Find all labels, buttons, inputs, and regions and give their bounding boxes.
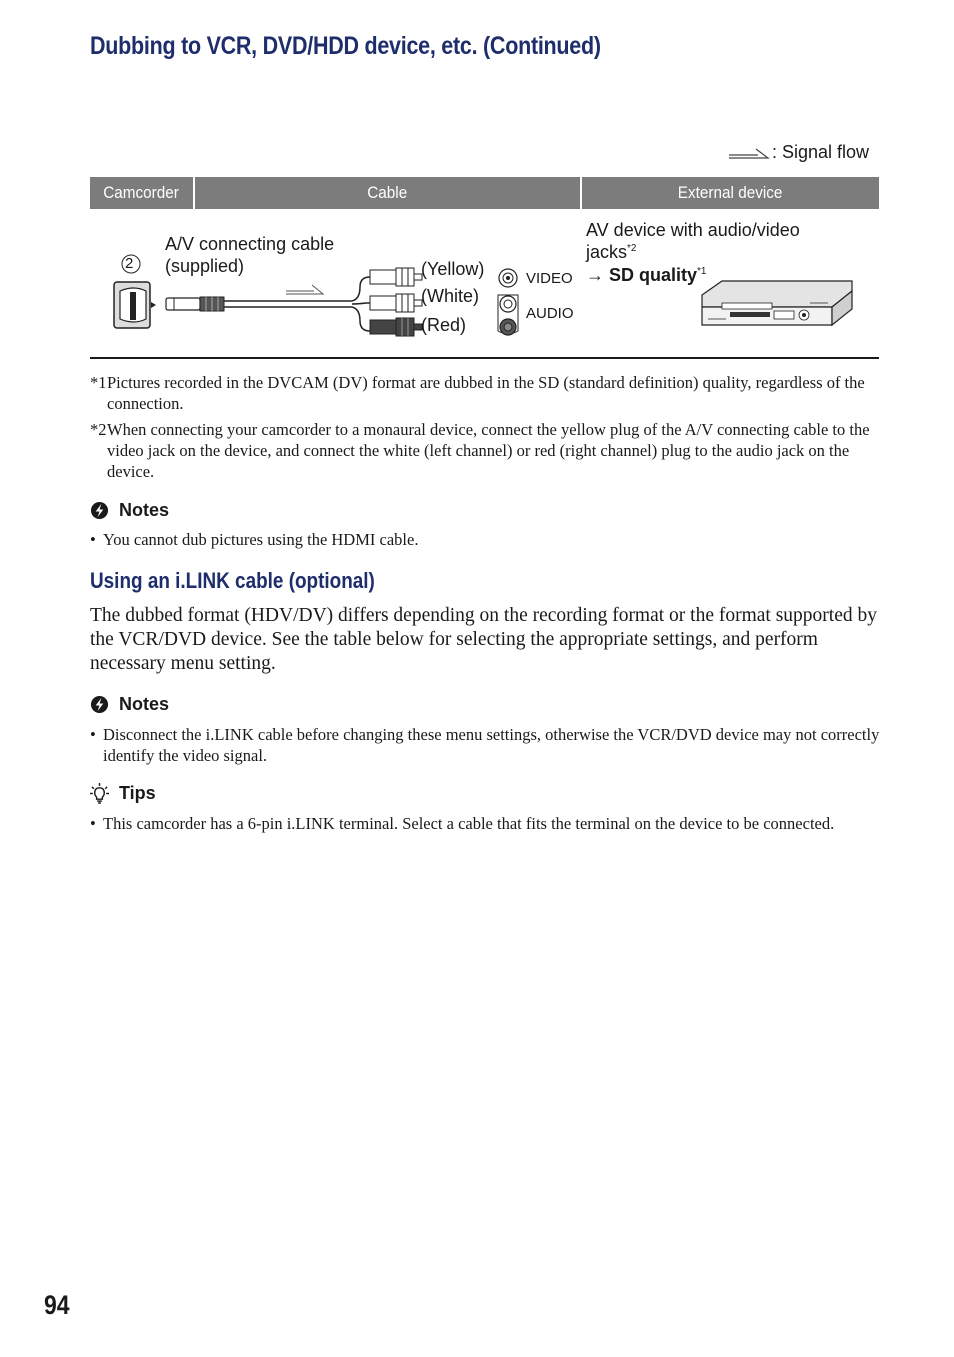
- audio-jack-label: AUDIO: [526, 305, 574, 322]
- video-jack-icon: [499, 269, 517, 287]
- section-title: Using an i.LINK cable (optional): [90, 568, 375, 593]
- sd-quality-label: → SD quality$^{*1}$: [586, 265, 707, 285]
- footnote-2: *2 When connecting your camcorder to a monaural device, connect the yellow plug of the A/V connecting cable to the video jack on the device, and connect the white (left channel) or red (right channel) plug to the audio jack on the device.: [90, 420, 870, 481]
- signal-flow-label: : Signal flow: [772, 142, 870, 162]
- notes-heading-1: Notes: [90, 500, 169, 521]
- av-mini-plug-icon: [166, 297, 224, 311]
- plug-red-label: (Red): [421, 315, 467, 335]
- notes-warning-icon: [90, 695, 109, 714]
- header-camcorder: Camcorder: [90, 177, 193, 209]
- page-number: 94: [44, 1290, 70, 1320]
- cable-line: [224, 301, 352, 307]
- white-plug-icon: [370, 294, 422, 312]
- red-plug-icon: [370, 318, 422, 336]
- tips-lightbulb-icon: [90, 783, 109, 804]
- yellow-plug-icon: [370, 268, 422, 286]
- section-body: The dubbed format (HDV/DV) differs depending on the recording format or the format supported by the VCR/DVD device. See the table below for selecting the appropriate settings, and perform necessary menu setting.: [90, 605, 877, 674]
- signal-flow-arrow-icon: [728, 145, 770, 161]
- camcorder-jack-icon: [114, 282, 156, 328]
- notes-warning-icon: [90, 501, 109, 520]
- table-bottom-rule: [90, 357, 879, 359]
- vcr-device-icon: [702, 281, 852, 325]
- tips-item: • This camcorder has a 6-pin i.LINK terminal. Select a cable that fits the terminal on the device to be connected.: [90, 814, 835, 833]
- plug-white-label: (White): [421, 286, 479, 306]
- header-external-device: External device: [582, 177, 879, 209]
- notes-heading-2: Notes: [90, 694, 169, 715]
- tips-heading: Tips: [90, 783, 156, 804]
- cable-label: A/V connecting cable (supplied): [165, 234, 335, 276]
- external-device-label: AV device with audio/video jacks$^{*2}$: [586, 220, 800, 262]
- cable-signal-arrow-icon: [286, 285, 323, 294]
- footnote-1: *1 Pictures recorded in the DVCAM (DV) format are dubbed in the SD (standard definition) quality, regardless of the connection.: [90, 373, 865, 413]
- audio-jack-icons: [498, 295, 518, 335]
- video-jack-label: VIDEO: [526, 270, 573, 287]
- plug-yellow-label: (Yellow): [421, 259, 485, 279]
- step-number: 2: [125, 255, 134, 272]
- signal-flow-legend: [728, 142, 869, 163]
- notes-1-item: • You cannot dub pictures using the HDMI cable.: [90, 530, 419, 549]
- header-cable: Cable: [195, 177, 580, 209]
- notes-2-item: • Disconnect the i.LINK cable before changing these menu settings, otherwise the VCR/DVD device may not correctly identify the video signal.: [90, 725, 880, 765]
- page-title: Dubbing to VCR, DVD/HDD device, etc. (Continued): [90, 32, 601, 60]
